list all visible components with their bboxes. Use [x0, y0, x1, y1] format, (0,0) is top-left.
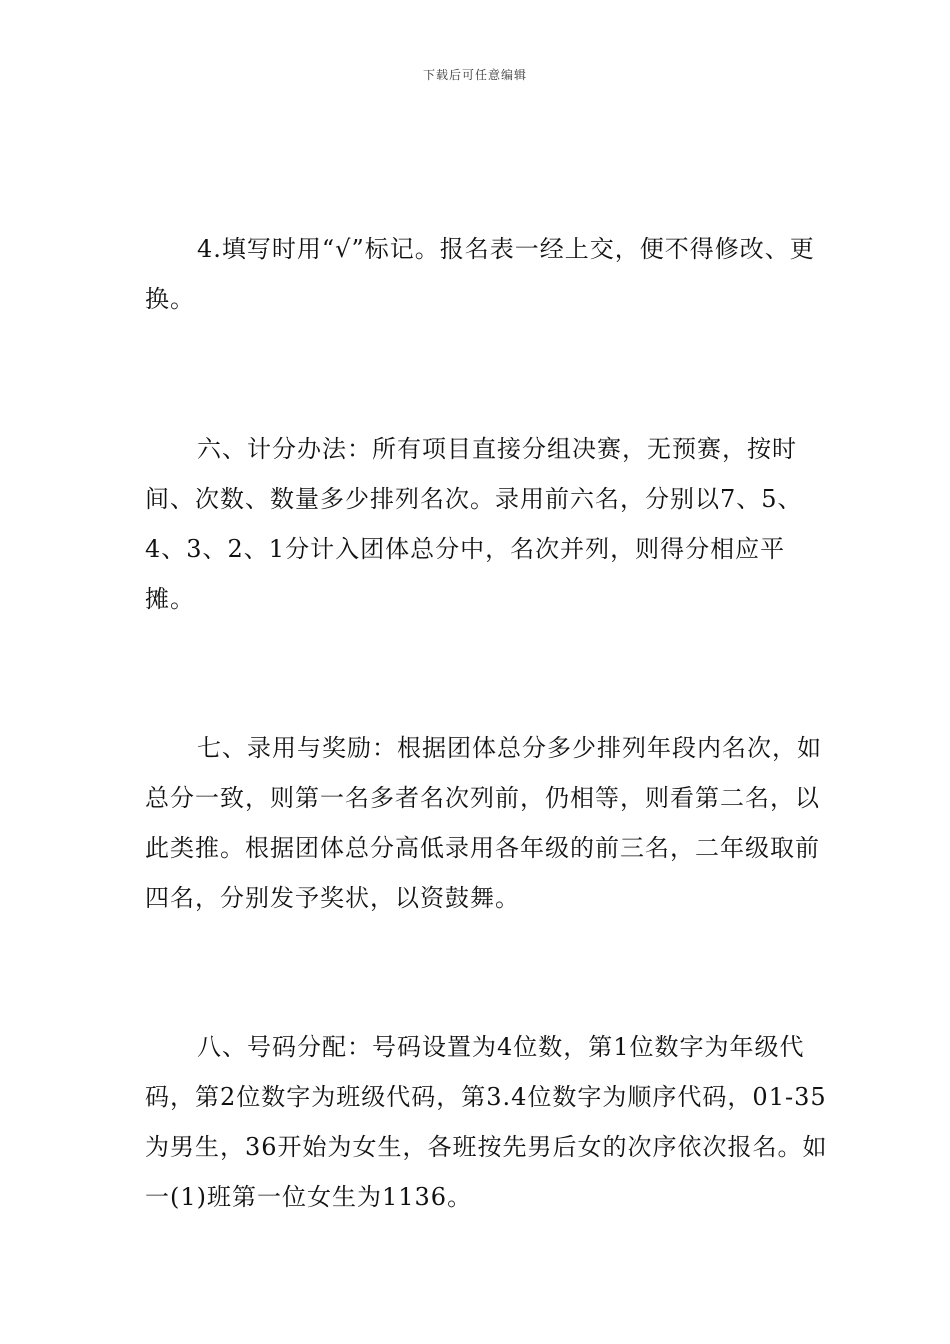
- paragraph-scoring-method: 六、计分办法：所有项目直接分组决赛，无预赛，按时间、次数、数量多少排列名次。录用前六名，分别以7、5、4、3、2、1分计入团体总分中，名次并列，则得分相应平摊。: [145, 435, 803, 613]
- paragraph-registration-note: 4.填写时用“√”标记。报名表一经上交，便不得修改、更换。: [145, 235, 815, 313]
- page-header-note: 下载后可任意编辑: [422, 68, 527, 82]
- paragraph-number-assignment: 八、号码分配：号码设置为4位数，第1位数字为年级代码，第2位数字为班级代码，第3.4位数字为顺序代码，01-35为男生，36开始为女生，各班按先男后女的次序依次报名。如一(1)班第一位女生为1136。: [145, 1033, 828, 1211]
- paragraph-awards: 七、录用与奖励：根据团体总分多少排列年段内名次，如总分一致，则第一名多者名次列前，仍相等，则看第二名，以此类推。根据团体总分高低录用各年级的前三名，二年级取前四名，分别发予奖状，以资鼓舞。: [145, 734, 822, 912]
